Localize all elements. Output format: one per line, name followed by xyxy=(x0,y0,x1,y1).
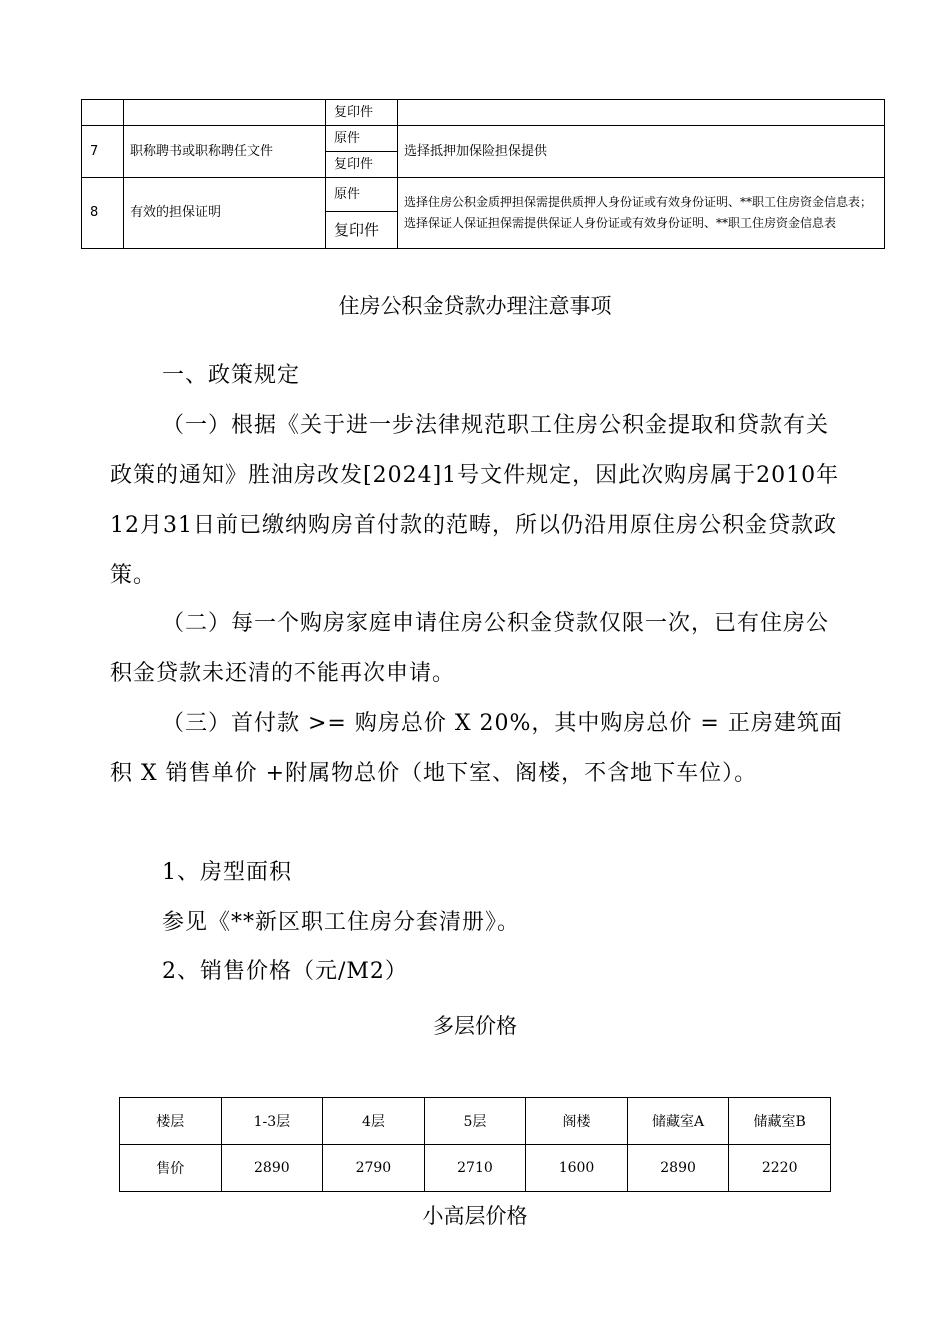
table-row xyxy=(82,126,885,152)
item-note: 选择住房公积金质押担保需提供质押人身份证或有效身份证明、**职工住房资金信息表；选择保证人保证担保需提供保证人身份证或有效身份证明、**职工住房资金信息表 xyxy=(398,178,885,249)
paragraph: （二）每一个购房家庭申请住房公积金贷款仅限一次，已有住房公积金贷款未还清的不能再次申请。 xyxy=(110,611,830,686)
table-cell: 2220 xyxy=(729,1145,831,1192)
table-cell: 2710 xyxy=(424,1145,526,1192)
subsection-heading: 2、销售价格（元/M2） xyxy=(162,959,408,984)
table-header-cell: 储藏室A xyxy=(627,1098,729,1145)
table-row xyxy=(120,1145,831,1192)
table-row xyxy=(82,178,885,212)
table-header-cell: 5层 xyxy=(424,1098,526,1145)
table-header-cell: 楼层 xyxy=(120,1098,222,1145)
original-label: 原件 xyxy=(326,178,398,212)
item-note: 选择抵押加保险担保提供 xyxy=(398,126,885,178)
table-header-cell: 阁楼 xyxy=(526,1098,628,1145)
paragraph: （一）根据《关于进一步法律规范职工住房公积金提取和贷款有关政策的通知》胜油房改发[2024]1号文件规定，因此次购房属于2010年12月31日前已缴纳购房首付款的范畴，所以仍沿用原住房公积金贷款政策。 xyxy=(110,413,840,588)
table-cell: 1600 xyxy=(526,1145,628,1192)
item-name: 职称聘书或职称聘任文件 xyxy=(124,126,326,178)
price-table xyxy=(119,1097,831,1192)
copy-label: 复印件 xyxy=(326,152,398,178)
row-number: 8 xyxy=(82,178,124,249)
section-heading: 一、政策规定 xyxy=(162,363,301,388)
original-label: 原件 xyxy=(326,126,398,152)
table-row xyxy=(82,100,885,126)
subsection-heading: 1、房型面积 xyxy=(162,860,292,885)
table-cell: 2790 xyxy=(323,1145,425,1192)
paragraph: 参见《**新区职工住房分套清册》。 xyxy=(162,910,521,935)
multi-storey-price-title: 多层价格 xyxy=(433,1014,517,1038)
table-cell xyxy=(124,100,326,126)
table-header-cell: 1-3层 xyxy=(221,1098,323,1145)
table-cell: 2890 xyxy=(221,1145,323,1192)
table-cell: 售价 xyxy=(120,1145,222,1192)
paragraph: （三）首付款 >= 购房总价 X 20%，其中购房总价 = 正房建筑面积 X 销售单价 +附属物总价（地下室、阁楼，不含地下车位）。 xyxy=(110,711,843,786)
table-cell xyxy=(398,100,885,126)
row-number: 7 xyxy=(82,126,124,178)
table-header-cell: 4层 xyxy=(323,1098,425,1145)
item-name: 有效的担保证明 xyxy=(124,178,326,249)
copy-label: 复印件 xyxy=(326,212,398,249)
table-cell: 2890 xyxy=(627,1145,729,1192)
copy-label: 复印件 xyxy=(326,100,398,126)
table-cell xyxy=(82,100,124,126)
requirements-table xyxy=(81,99,885,249)
table-row xyxy=(120,1098,831,1145)
small-highrise-price-title: 小高层价格 xyxy=(422,1204,528,1228)
table-header-cell: 储藏室B xyxy=(729,1098,831,1145)
document-title: 住房公积金贷款办理注意事项 xyxy=(338,294,612,318)
